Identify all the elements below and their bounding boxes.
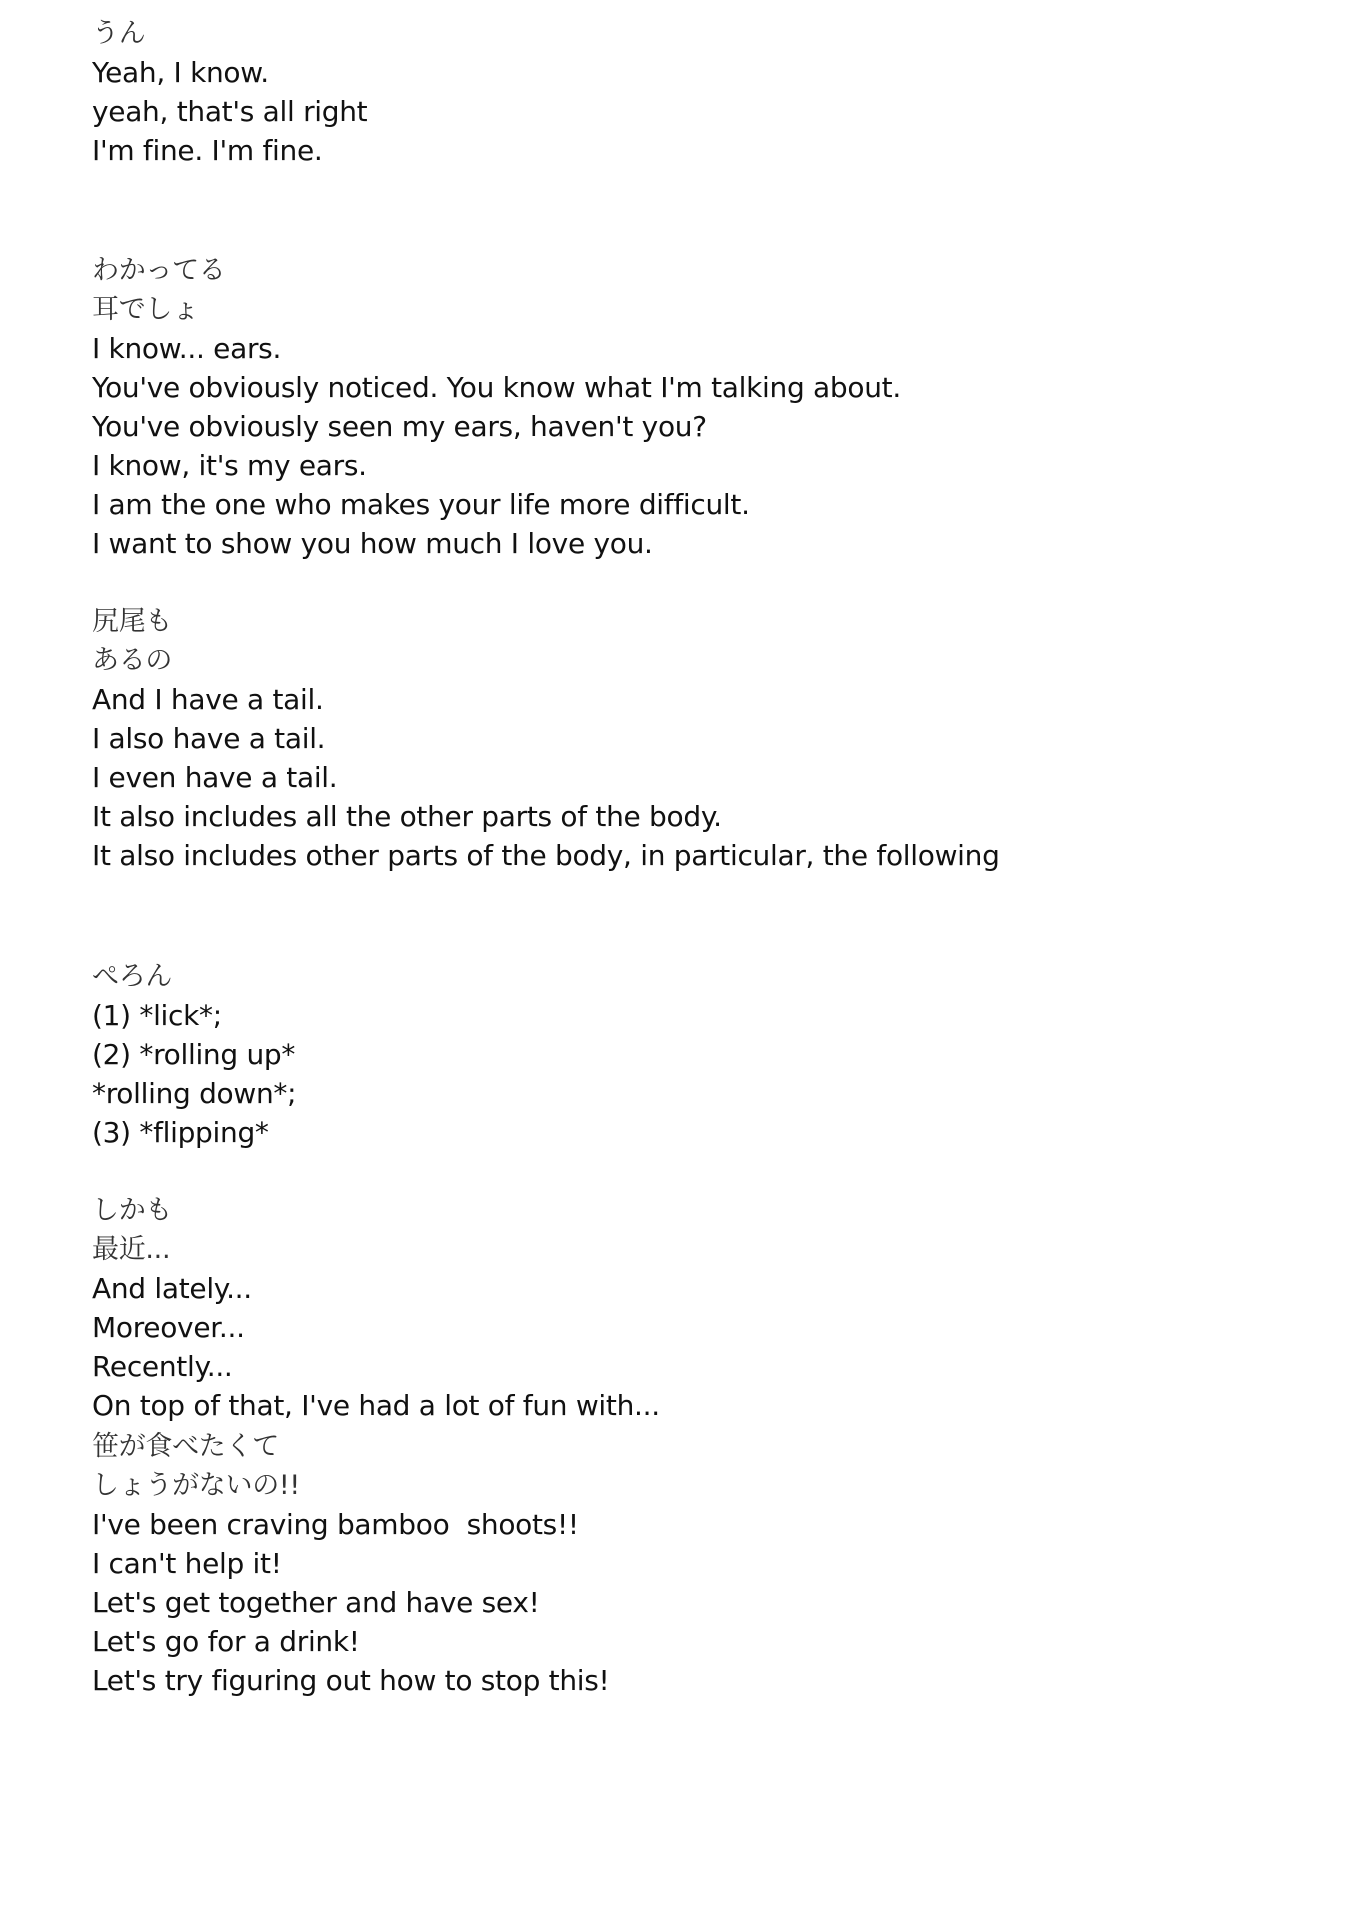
translation-line: I've been craving bamboo shoots!! xyxy=(92,1508,579,1541)
translation-line: *rolling down*; xyxy=(92,1077,297,1110)
translation-line: yeah, that's all right xyxy=(92,95,368,128)
text-block xyxy=(92,14,1292,170)
text-block xyxy=(92,957,1292,1152)
text-block xyxy=(92,1427,1292,1700)
japanese-line: うん xyxy=(92,18,146,49)
translation-line: You've obviously noticed. You know what I'm talking about. xyxy=(92,371,901,404)
translation-line: Let's go for a drink! xyxy=(92,1625,360,1658)
text-block xyxy=(92,251,1292,563)
translation-line: I can't help it! xyxy=(92,1547,282,1580)
text-block xyxy=(92,1191,1292,1425)
translation-line: (3) *flipping* xyxy=(92,1116,269,1149)
translation-line: I know... ears. xyxy=(92,332,282,365)
translation-line: It also includes all the other parts of the body. xyxy=(92,800,722,833)
translation-line: I want to show you how much I love you. xyxy=(92,527,653,560)
translation-line: On top of that, I've had a lot of fun with... xyxy=(92,1389,660,1422)
japanese-line: 笹が食べたくて xyxy=(92,1431,279,1462)
translation-line: Recently... xyxy=(92,1350,233,1383)
japanese-line: あるの xyxy=(92,645,173,676)
translation-line: Moreover... xyxy=(92,1311,245,1344)
translation-line: Yeah, I know. xyxy=(92,56,269,89)
translation-line: I am the one who makes your life more difficult. xyxy=(92,488,750,521)
translation-line: I even have a tail. xyxy=(92,761,338,794)
japanese-line: ぺろん xyxy=(92,961,173,992)
japanese-line: 最近... xyxy=(92,1234,171,1265)
translation-line: I know, it's my ears. xyxy=(92,449,367,482)
translation-line: I'm fine. I'm fine. xyxy=(92,134,323,167)
translation-line: And lately... xyxy=(92,1272,252,1305)
translation-line: I also have a tail. xyxy=(92,722,326,755)
text-block xyxy=(92,602,1292,875)
translation-line: Let's get together and have sex! xyxy=(92,1586,540,1619)
japanese-line: しょうがないの!! xyxy=(92,1470,300,1501)
japanese-line: 耳でしょ xyxy=(92,294,199,325)
translation-line: (1) *lick*; xyxy=(92,999,222,1032)
translation-line: Let's try figuring out how to stop this! xyxy=(92,1664,610,1697)
translation-line: And I have a tail. xyxy=(92,683,324,716)
japanese-line: 尻尾も xyxy=(92,606,173,637)
translation-line: You've obviously seen my ears, haven't you? xyxy=(92,410,707,443)
translation-line: It also includes other parts of the body, in particular, the following xyxy=(92,839,1000,872)
japanese-line: わかってる xyxy=(92,255,226,286)
japanese-line: しかも xyxy=(92,1195,173,1226)
translation-line: (2) *rolling up* xyxy=(92,1038,296,1071)
